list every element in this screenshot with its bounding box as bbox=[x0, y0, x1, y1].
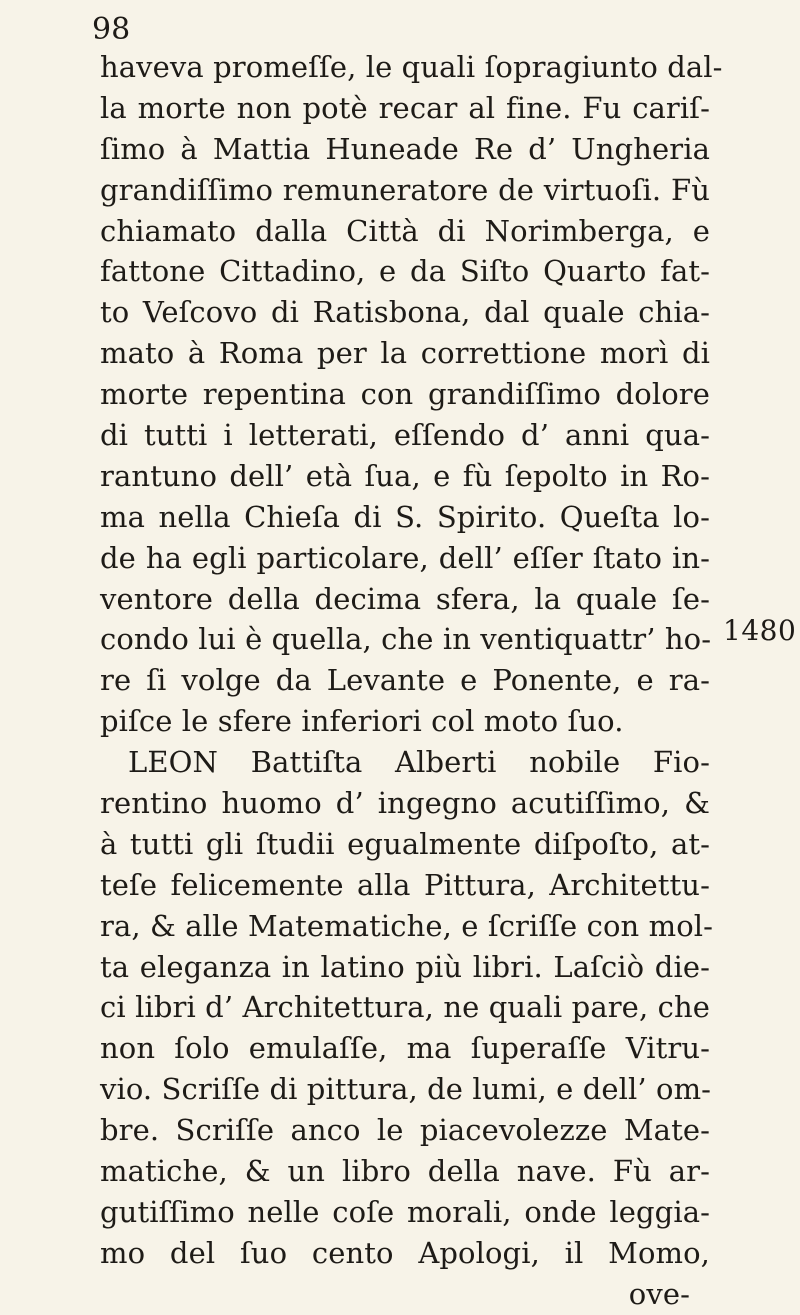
text-line: morte repentina con grandiſſimo dolore bbox=[100, 377, 710, 412]
text-line: rantuno dell’ età ſua, e fù ſepolto in Ro- bbox=[100, 458, 710, 493]
text-line: grandiſſimo remuneratore de virtuoſi. Fù bbox=[100, 172, 710, 207]
text-line: to Veſcovo di Ratisbona, dal quale chia- bbox=[100, 295, 710, 330]
text-line: ſimo à Mattia Huneade Re d’ Ungheria bbox=[100, 131, 710, 166]
text-line: mato à Roma per la correttione morì di bbox=[100, 336, 710, 371]
text-line: fattone Cittadino, e da Siſto Quarto fat- bbox=[100, 254, 710, 289]
text-line: bre. Scriſſe anco le piacevolezze Mate- bbox=[100, 1113, 710, 1148]
text-block bbox=[100, 47, 723, 1315]
text-line: LEON Battiſta Alberti nobile Fio- bbox=[128, 745, 710, 780]
text-line: ma nella Chieſa di S. Spirito. Queſta lo- bbox=[100, 499, 710, 534]
page-number: 98 bbox=[92, 12, 131, 47]
text-line: rentino huomo d’ ingegno acutiſſimo, & bbox=[100, 786, 710, 821]
text-line: matiche, & un libro della nave. Fù ar- bbox=[100, 1154, 710, 1189]
text-line: piſce le sfere inferiori col moto ſuo. bbox=[100, 704, 624, 739]
text-line: de ha egli particolare, dell’ eſſer ſtato in- bbox=[100, 540, 710, 575]
text-line: ci libri d’ Architettura, ne quali pare, che bbox=[100, 990, 710, 1025]
text-line: ventore della decima sfera, la quale ſe- bbox=[100, 581, 710, 616]
text-line: re ſi volge da Levante e Ponente, e ra- bbox=[100, 663, 710, 698]
text-line: di tutti i letterati, eſſendo d’ anni qua- bbox=[100, 418, 710, 453]
text-line: condo lui è quella, che in ventiquattr’ ho- bbox=[100, 622, 712, 657]
text-line: haveva promeſſe, le quali ſopragiunto dal- bbox=[100, 50, 723, 84]
margin-note: 1480 bbox=[723, 614, 797, 647]
catchword: ove- bbox=[628, 1276, 690, 1311]
text-line: mo del ſuo cento Apologi, il Momo, bbox=[100, 1235, 710, 1270]
text-line: non ſolo emulaſſe, ma ſuperaſſe Vitru- bbox=[100, 1031, 710, 1066]
text-line: à tutti gli ſtudii egualmente diſpoſto, at- bbox=[100, 826, 710, 861]
text-line: ta eleganza in latino più libri. Laſciò die- bbox=[100, 949, 710, 984]
text-line: vio. Scriſſe di pittura, de lumi, e dell’ om- bbox=[100, 1072, 712, 1107]
text-line: teſe felicemente alla Pittura, Architettu- bbox=[100, 867, 710, 902]
text-line: la morte non potè recar al fine. Fu cariſ- bbox=[100, 90, 710, 125]
text-line: chiamato dalla Città di Norimberga, e bbox=[100, 213, 710, 248]
text-line: ra, & alle Matematiche, e ſcriſſe con mol- bbox=[100, 908, 714, 943]
text-line: gutiſſimo nelle coſe morali, onde leggia- bbox=[100, 1194, 710, 1229]
